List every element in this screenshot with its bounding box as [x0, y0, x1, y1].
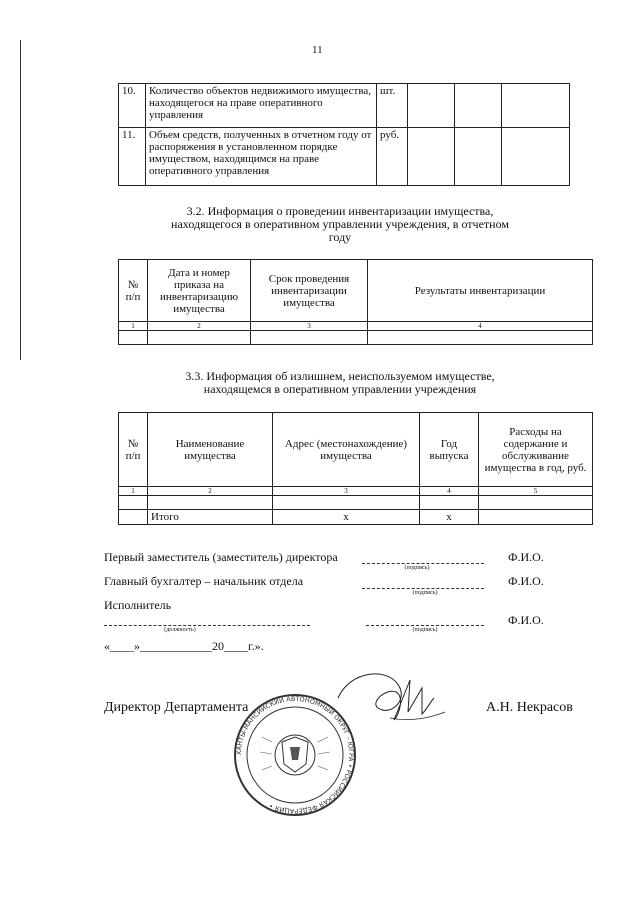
date-line: «____»____________20____г.». — [104, 639, 264, 653]
inventory-table — [118, 259, 593, 345]
table-cell — [455, 84, 502, 128]
table-cell — [408, 128, 455, 186]
fio-label: Ф.И.О. — [508, 613, 544, 627]
signature-hint: (подпись) — [412, 590, 438, 596]
signature-line — [366, 625, 484, 626]
col-number: 2 — [148, 322, 251, 331]
table-row — [119, 128, 570, 186]
row-unit: руб. — [377, 128, 408, 186]
header-year: Год выпуска — [420, 413, 479, 487]
col-number: 3 — [251, 322, 368, 331]
header-order: Дата и номер приказа на инвентаризацию имущества — [148, 260, 251, 322]
signature-hint: (подпись) — [404, 565, 430, 571]
surplus-table — [118, 412, 593, 525]
row-number: 10. — [119, 84, 146, 128]
col-number: 1 — [119, 322, 148, 331]
table-cell — [502, 84, 570, 128]
header-period: Срок проведения инвентаризации имущества — [251, 260, 368, 322]
page-edge-line — [20, 40, 21, 360]
official-seal — [232, 692, 358, 818]
header-expenses: Расходы на содержание и обслуживание имущества в год, руб. — [479, 413, 593, 487]
svg-text:ХАНТЫ-МАНСИЙСКИЙ АВТОНОМНЫЙ ОК: ХАНТЫ-МАНСИЙСКИЙ АВТОНОМНЫЙ ОКРУГ – ЮГРА • РОССИЙСКАЯ ФЕДЕРАЦИЯ • — [234, 694, 356, 816]
position-hint: (должность) — [164, 627, 196, 633]
col-number: 5 — [479, 487, 593, 496]
section-3-3-title: 3.3. Информация об излишнем, неиспользуемом имуществе, находящемся в оперативном управлении учреждения — [185, 369, 495, 396]
table-row — [119, 331, 593, 345]
total-x: х — [420, 510, 479, 525]
col-number: 4 — [368, 322, 593, 331]
header-results: Результаты инвентаризации — [368, 260, 593, 322]
col-number: 2 — [148, 487, 273, 496]
row-unit: шт. — [377, 84, 408, 128]
fio-label: Ф.И.О. — [508, 574, 544, 588]
header-num: № п/п — [119, 260, 148, 322]
page-number: 11 — [312, 44, 323, 56]
signature-line — [362, 588, 484, 589]
chief-accountant-label: Главный бухгалтер – начальник отдела — [104, 574, 304, 588]
table-row — [119, 84, 570, 128]
total-row — [119, 510, 593, 525]
row-number: 11. — [119, 128, 146, 186]
col-number: 4 — [420, 487, 479, 496]
row-text: Объем средств, полученных в отчетном году от распоряжения в установленном порядке имуществом, находящимся на праве оперативного управления — [146, 128, 377, 186]
total-x: х — [273, 510, 420, 525]
col-number: 1 — [119, 487, 148, 496]
section-3-2-title: 3.2. Информация о проведении инвентаризации имущества, находящегося в оперативном управлении учреждения, в отчетном году — [171, 204, 509, 244]
header-address: Адрес (местонахождение) имущества — [273, 413, 420, 487]
col-number: 3 — [273, 487, 420, 496]
signature-line — [362, 563, 484, 564]
table-cell — [502, 128, 570, 186]
table-row — [119, 496, 593, 510]
table-cell — [408, 84, 455, 128]
header-num: № п/п — [119, 413, 148, 487]
row-text: Количество объектов недвижимого имущества, находящегося на праве оперативного управления — [146, 84, 377, 128]
position-line — [104, 625, 310, 626]
total-label: Итого — [148, 510, 273, 525]
fio-label: Ф.И.О. — [508, 550, 544, 564]
signature-hint: (подпись) — [412, 627, 438, 633]
top-table — [118, 83, 570, 186]
executor-label: Исполнитель — [104, 598, 172, 612]
director-name: А.Н. Некрасов — [486, 700, 573, 715]
director-title: Директор Департамента — [104, 700, 249, 715]
first-deputy-label: Первый заместитель (заместитель) директора — [104, 550, 338, 564]
table-cell — [455, 128, 502, 186]
header-name: Наименование имущества — [148, 413, 273, 487]
